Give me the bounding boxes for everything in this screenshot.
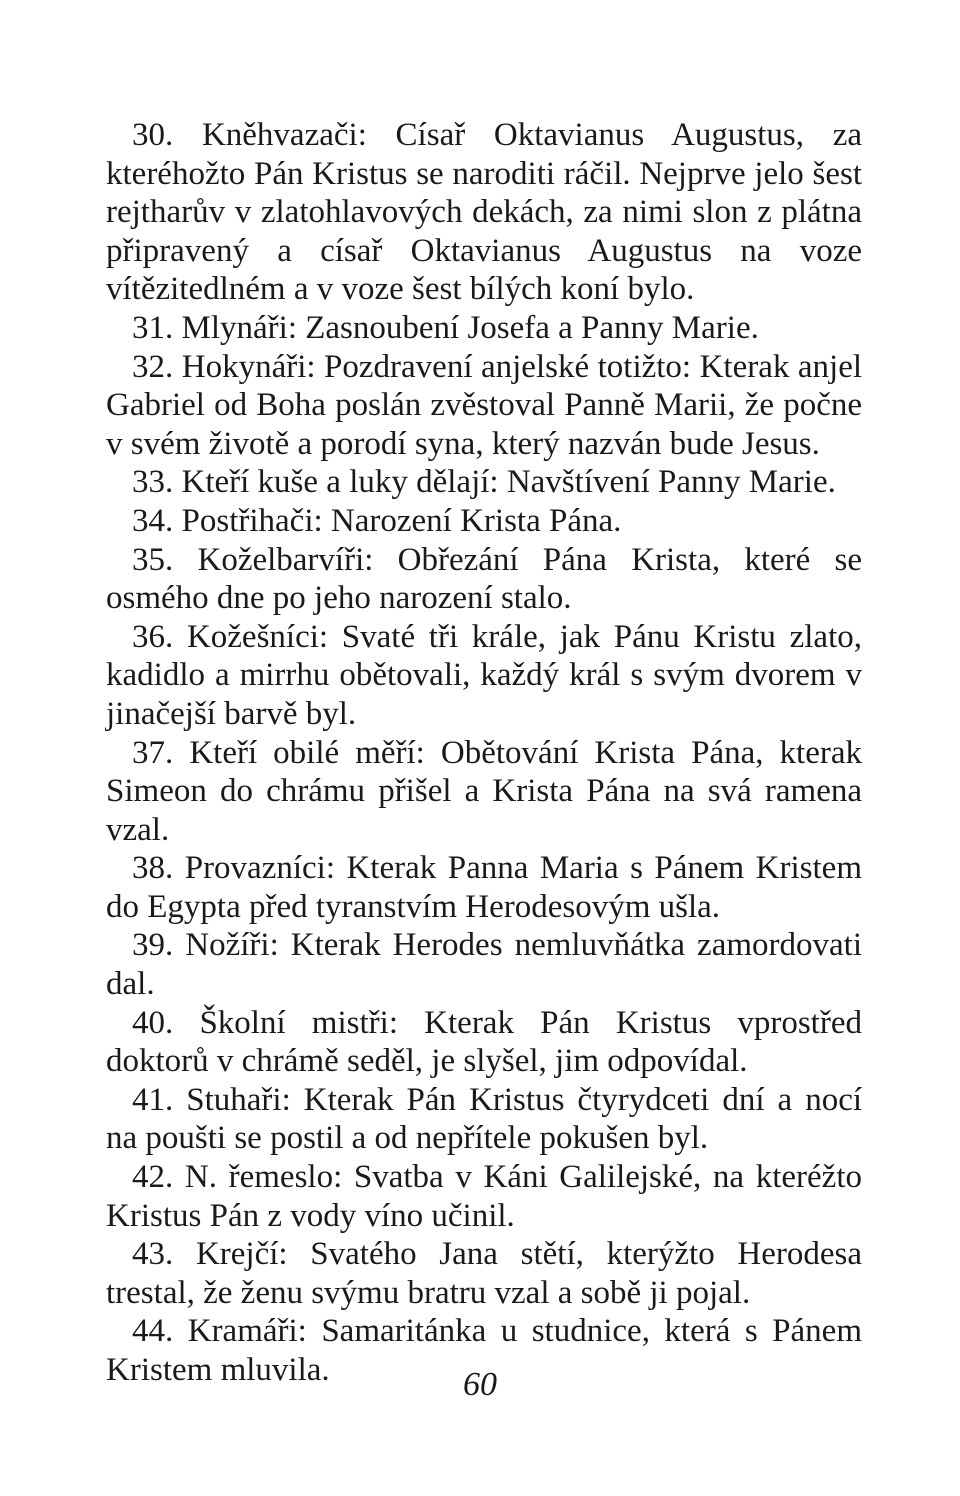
entry-text: Koželbarvíři: Obřezání Pána Krista, které se osmého dne po jeho narození stalo. xyxy=(106,541,862,617)
entry-39 xyxy=(106,926,862,1003)
entry-number: 32. xyxy=(132,348,174,385)
entry-number: 43. xyxy=(132,1236,174,1273)
entry-number: 41. xyxy=(132,1081,174,1118)
entry-41 xyxy=(106,1081,862,1158)
entry-text: Mlynáři: Zasnoubení Josefa a Panny Marie. xyxy=(181,309,759,346)
entry-42 xyxy=(106,1158,862,1235)
entry-text: Kramáři: Samaritánka u studnice, která s Pánem Kristem mluvila. xyxy=(106,1313,862,1388)
entry-number: 38. xyxy=(132,850,174,887)
entry-text: Kněhvazači: Císař Oktavianus Augustus, za kteréhožto Pán Kristus se naroditi ráčil. Nejprve jelo šest rejtharův v zlatohlavových dekách, za nimi slon z plátna připravený a císař Oktavianus Augustus na voze vítězitedlném a v voze šest bílých koní bylo. xyxy=(106,117,863,308)
entry-43 xyxy=(106,1235,862,1312)
entry-number: 33. xyxy=(132,464,174,501)
entry-number: 36. xyxy=(132,618,174,655)
entry-number: 35. xyxy=(132,541,174,578)
entry-text: Kožešníci: Svaté tři krále, jak Pánu Kristu zlato, kadidlo a mirrhu obětovali, každý král s svým dvorem v jinačejší barvě byl. xyxy=(106,618,862,732)
entry-text: Školní mistři: Kterak Pán Kristus vprostřed doktorů v chrámě seděl, je slyšel, jim odpovídal. xyxy=(106,1004,862,1080)
entry-37 xyxy=(106,734,862,850)
entry-36 xyxy=(106,618,862,734)
entry-number: 42. xyxy=(132,1159,174,1196)
entry-number: 37. xyxy=(132,734,174,771)
entry-32 xyxy=(106,348,862,464)
entry-text: Krejčí: Svatého Jana stětí, kterýžto Herodesa trestal, že ženu svýmu bratru vzal a sobě ji pojal. xyxy=(106,1236,862,1311)
entry-number: 34. xyxy=(132,502,174,539)
entry-text: Nožíři: Kterak Herodes nemluvňátka zamordovati dal. xyxy=(106,927,862,1003)
page-text xyxy=(106,116,862,1390)
entry-number: 40. xyxy=(132,1004,174,1041)
entry-text: Stuhaři: Kterak Pán Kristus čtyrydceti dní a nocí na poušti se postil a od nepřítele pokušen byl. xyxy=(106,1081,863,1157)
entry-text: Provazníci: Kterak Panna Maria s Pánem Kristem do Egypta před tyranstvím Herodesovým ušla. xyxy=(106,850,862,925)
entry-number: 39. xyxy=(132,927,174,964)
entry-text: N. řemeslo: Svatba v Káni Galilejské, na kteréžto Kristus Pán z vody víno učinil. xyxy=(106,1159,862,1234)
entry-30 xyxy=(106,116,862,309)
entry-38 xyxy=(106,849,862,926)
entry-33 xyxy=(106,463,862,502)
entry-31 xyxy=(106,309,862,348)
entry-text: Postřihači: Narození Krista Pána. xyxy=(181,502,622,539)
entry-text: Kteří obilé měří: Obětování Krista Pána, kterak Simeon do chrámu přišel a Krista Pána na svá ramena vzal. xyxy=(106,734,863,848)
entry-text: Kteří kuše a luky dělají: Navštívení Panny Marie. xyxy=(181,464,836,501)
entry-number: 30. xyxy=(132,117,174,153)
entry-34 xyxy=(106,502,862,541)
page-number: 60 xyxy=(463,1366,497,1403)
entry-text: Hokynáři: Pozdravení anjelské totižto: Kterak anjel Gabriel od Boha poslán zvěstoval Panně Marii, že počne v svém životě a porodí syna, který nazván bude Jesus. xyxy=(106,348,863,462)
entry-40 xyxy=(106,1004,862,1081)
entry-number: 31. xyxy=(132,309,174,346)
entry-number: 44. xyxy=(132,1313,174,1350)
entry-35 xyxy=(106,541,862,618)
